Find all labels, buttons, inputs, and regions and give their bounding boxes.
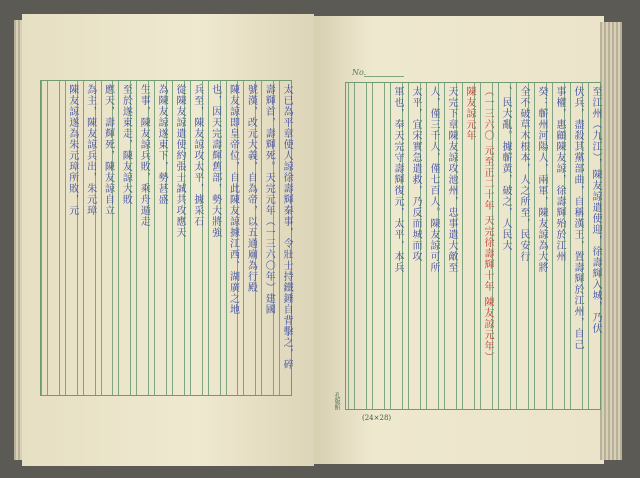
column-text: 也，因天完壽輝舊部，勢大將強	[209, 84, 221, 238]
text-column	[47, 81, 59, 395]
text-column	[534, 83, 546, 409]
column-text: 應天，壽輝死，陳友諒自立	[102, 84, 114, 216]
column-text: 人，僅三千人，僅七百人。陳友諒可所	[428, 86, 439, 273]
column-text: 陳友諒遂為朱元璋所敗，元	[66, 84, 78, 216]
text-column	[208, 81, 220, 395]
column-text: 天完下章陳友諒攻池州，忠事遣大敵至	[446, 86, 457, 273]
text-column	[136, 81, 148, 395]
column-text: 全不破草木根本，人之所至，民安行	[518, 86, 529, 262]
text-column	[279, 81, 291, 395]
column-text: 為陳友諒遂東下，勢甚盛	[156, 84, 168, 205]
text-column	[154, 81, 166, 395]
text-column	[65, 81, 77, 395]
text-column	[570, 83, 582, 409]
text-column	[226, 81, 238, 395]
column-text: 、民大亂。據蘄黃，破之，人民大	[500, 86, 511, 251]
text-column	[480, 83, 492, 409]
page-number-label: No.	[352, 68, 367, 77]
column-text: 太已為平章使人諒徐壽輝秦事，令壯士持鐵錘自背擊之，碎	[281, 84, 293, 370]
column-text: 生事，陳友諒兵敗，乘舟遁走	[138, 84, 150, 227]
ruby-column	[59, 81, 65, 395]
column-text: 至於遂東走，陳友諒大敗	[120, 84, 132, 205]
page-number-line	[364, 76, 404, 77]
column-text: 為主，陳友諒兵出，朱元璋	[84, 84, 96, 216]
right-page-stack	[600, 22, 622, 460]
text-column	[243, 81, 255, 395]
column-text: 太平，宜宋實急遣救，乃反而城而攻	[410, 86, 421, 262]
text-column	[462, 83, 474, 409]
left-manuscript-grid	[40, 80, 292, 396]
text-column	[83, 81, 95, 395]
text-column	[390, 83, 402, 409]
text-column	[408, 83, 420, 409]
column-text: 陳友諒元年	[464, 86, 475, 141]
text-column	[261, 81, 273, 395]
text-column	[372, 83, 384, 409]
text-column	[354, 83, 366, 409]
column-text: 軍也，奉天完守壽輝復元，太平，本兵	[392, 86, 403, 273]
text-column	[190, 81, 202, 395]
column-text: 癸：蘄州河陽人，兩軍，陳友諒為大將	[536, 86, 547, 273]
column-text: （一三六〇 元至正二十年 天完徐壽輝十年 陳友諒元年）	[482, 86, 493, 363]
ruby-column	[384, 83, 390, 409]
column-text: 兵至，陳友諒攻太平，據采石	[191, 84, 203, 227]
text-column	[172, 81, 184, 395]
column-text: 事權，惠顧陳友諒，徐壽輝殆於江州	[554, 86, 565, 262]
ruby-column	[348, 83, 354, 409]
column-text: 陳友諒即皇帝位，自此陳友諒據江西、湖廣之地	[227, 84, 239, 315]
right-manuscript-grid	[345, 82, 601, 410]
column-text: 壽輝首，壽輝死。天完元年（一三六〇年）建國	[263, 84, 275, 315]
column-text: 至江州（九江），陳友諒遣使迎，徐壽輝入城，乃伏	[590, 86, 601, 334]
text-column	[118, 81, 130, 395]
ruby-column	[41, 81, 47, 395]
publisher-mark: 孔版館	[333, 392, 340, 410]
column-text: 號漢，改元大義，自為帝，以五通廟為行殿	[245, 84, 257, 293]
ruby-column	[366, 83, 372, 409]
column-text: 從陳友諒遣使約張士誠共攻應天	[173, 84, 185, 238]
text-column	[101, 81, 113, 395]
text-column	[498, 83, 510, 409]
text-column	[552, 83, 564, 409]
column-text: 伏兵，盡殺其黨部曲，自稱漢王，置壽輝於江州，自己	[572, 86, 583, 350]
text-column	[516, 83, 528, 409]
text-column	[588, 83, 600, 409]
grid-size-label: (24×28)	[362, 414, 392, 422]
text-column	[444, 83, 456, 409]
text-column	[426, 83, 438, 409]
